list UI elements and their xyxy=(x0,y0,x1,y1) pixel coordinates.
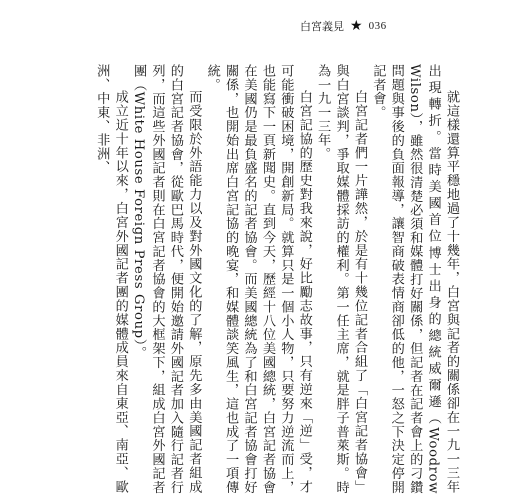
running-title: 白宮義見 xyxy=(300,20,344,33)
running-header xyxy=(300,16,430,36)
paragraph: 成立近十年以來，白宮外國記者團的媒體成員來自東亞、南亞、歐洲、中東、非洲、 xyxy=(94,64,128,494)
star-icon: ★ xyxy=(350,18,363,34)
paragraph: 而受限於外語能力以及對外國文化的了解，原先多由美國記者組成的白宮記者協會，從歐巴馬時代，便開始邀請外國記者加入隨行記者行列，而這些外國記者則在白宮記者協會的大框架下，組成白宮外國記者團（White House Foreign Press Group）。 xyxy=(131,64,202,494)
paragraph: 白宮記者們一片譁然，於是有十幾位記者合組了「白宮記者協會」與白宮談判，爭取媒體採訪的權利。第一任主席，就是胖子普萊斯。時為一九一三年。 xyxy=(315,64,367,494)
vertical-text-body xyxy=(60,64,460,494)
paragraph: 就這樣還算平穩地過了十幾年，白宮與記者的關係卻在一九一三年出現轉折。當時美國首位博士出身的總統威爾遜（Woodrow Wilson），雖然很清楚必須和媒體打好關係，但記者在記者會上的刁鑽問題與事後的負面報導，讓智商破表情商卻低的他，一怒之下決定停開記者會。 xyxy=(370,64,459,494)
page-number: 036 xyxy=(368,20,387,32)
paragraph: 白宮記協的歷史對我來說，好比勵志故事，只有逆來「逆」受，才可能衝破困境，開創新局。就算只是一個小人物，只要努力逆流而上，也能寫下一頁新聞史。直到今天，歷經十八位美國總統，白宮記者協會在美國仍是最負盛名的記者協會。而美國總統為了和白宮記者協會打好關係，也開始出席白宮記協的晚宴，和媒體談笑風生，這也成了一項傳統。 xyxy=(204,64,312,494)
